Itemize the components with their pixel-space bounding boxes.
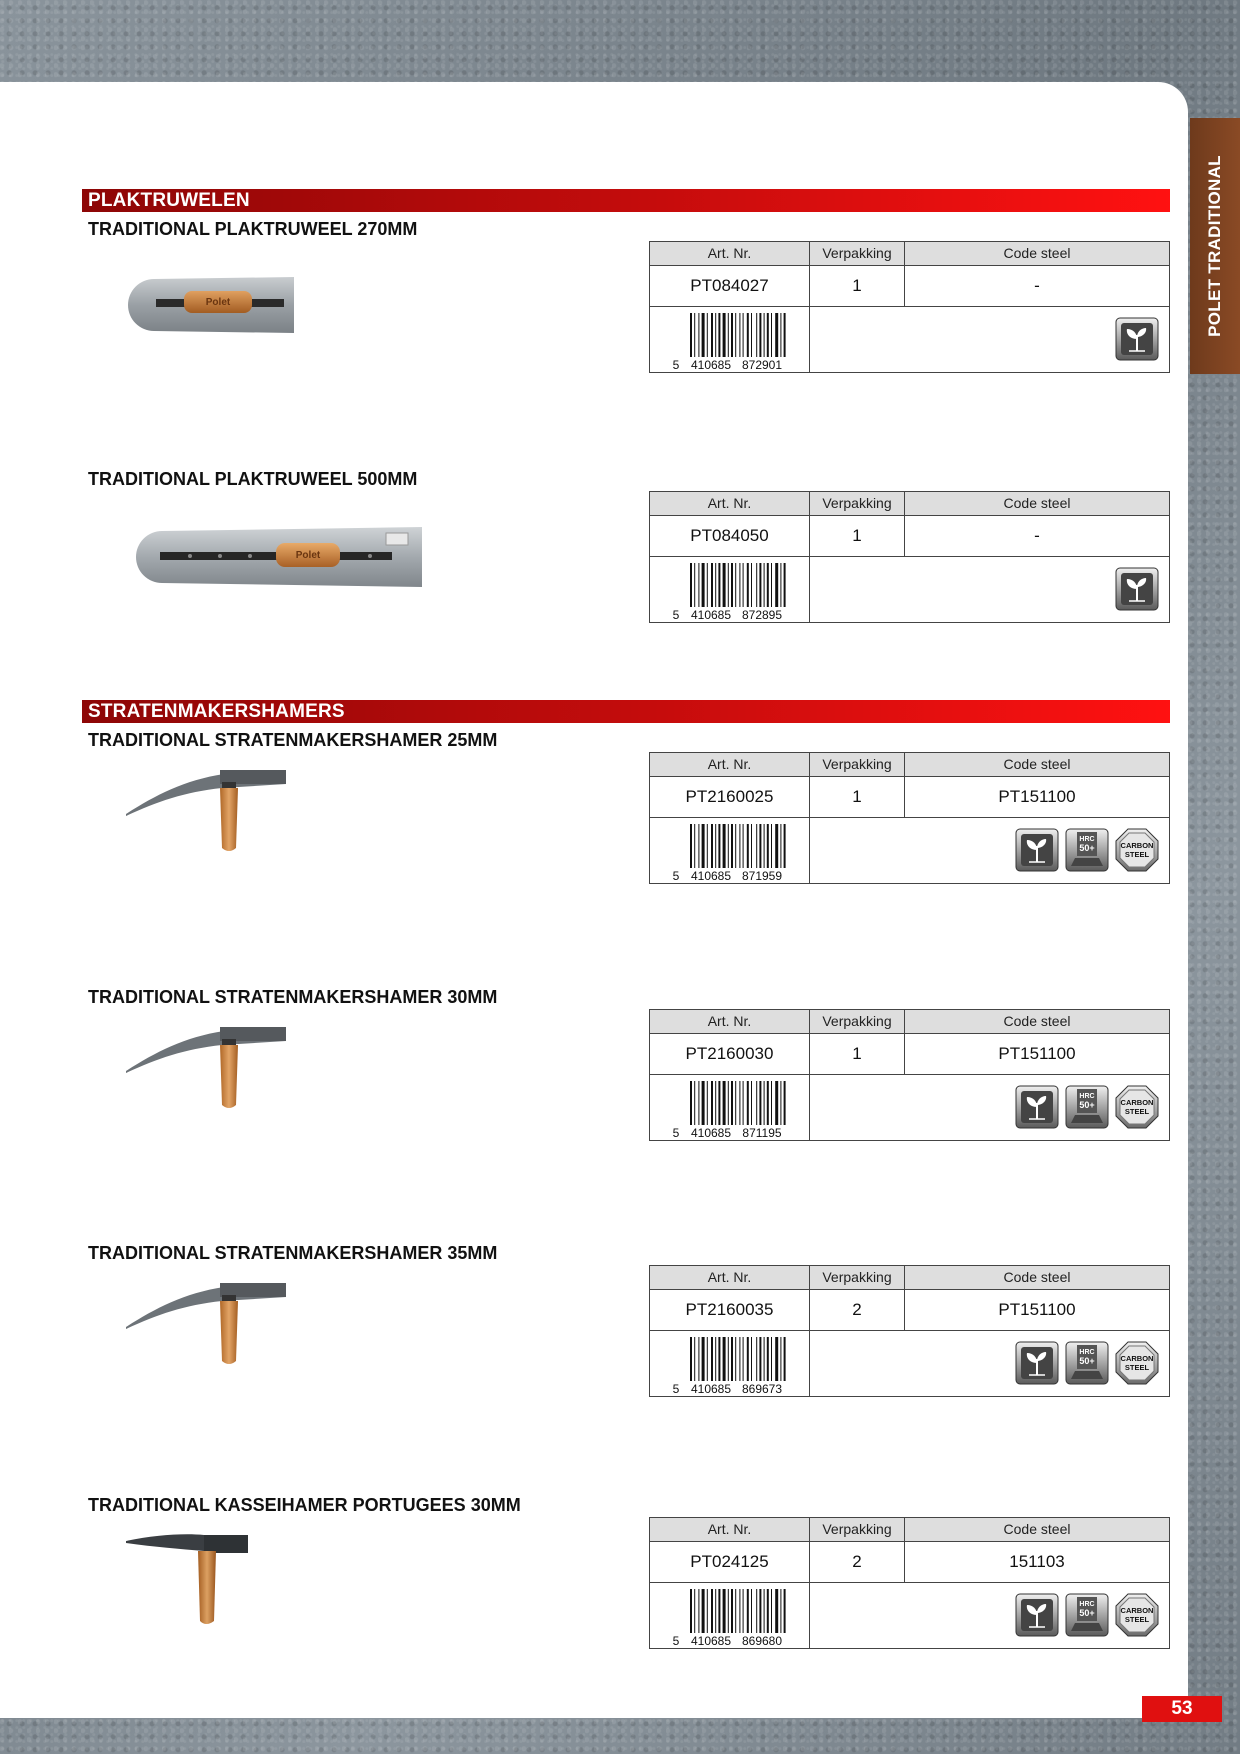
barcode-left-digits: 410685: [690, 1634, 732, 1647]
barcode-left-digits: 410685: [690, 608, 732, 621]
side-tab-label: POLET TRADITIONAL: [1205, 155, 1224, 337]
header-verpakking: Verpakking: [810, 753, 905, 776]
spec-table-header: [650, 1518, 1169, 1542]
header-art-nr: Art. Nr.: [650, 1266, 810, 1289]
badge-group: [1115, 567, 1159, 616]
barcode-first-digit: 5: [672, 869, 680, 882]
badge-cell: [810, 557, 1169, 622]
hrc-icon: [1065, 828, 1109, 877]
badge-group: [1115, 317, 1159, 366]
section-header: PLAKTRUWELEN: [82, 189, 1170, 212]
barcode-row: [650, 818, 1169, 883]
carbon-label: CARBON: [1120, 841, 1154, 850]
barcode-first-digit: 5: [672, 358, 680, 371]
badge-cell: [810, 818, 1169, 883]
barcode-left-digits: 410685: [690, 869, 732, 882]
hrc-icon: [1065, 1593, 1109, 1642]
spec-table-header: [650, 753, 1169, 777]
hrc-value: 50+: [1079, 843, 1095, 853]
spec-table-row: [650, 266, 1169, 307]
art-nr-value: PT2160035: [650, 1290, 810, 1330]
header-art-nr: Art. Nr.: [650, 753, 810, 776]
barcode-first-digit: 5: [672, 608, 680, 621]
verpakking-value: 1: [810, 516, 905, 556]
spec-table-header: [650, 1266, 1169, 1290]
section-header: STRATENMAKERSHAMERS: [82, 700, 1170, 723]
spec-table-header: [650, 492, 1169, 516]
product-title: TRADITIONAL PLAKTRUWEEL 270MM: [88, 219, 418, 239]
carbon-label: CARBON: [1120, 1098, 1154, 1107]
svg-text:Polet: Polet: [295, 550, 321, 561]
product-image: [124, 275, 294, 335]
header-verpakking: Verpakking: [810, 1010, 905, 1033]
hrc-label: HRC: [1079, 836, 1095, 843]
barcode-row: [650, 1075, 1169, 1140]
product-title: TRADITIONAL STRATENMAKERSHAMER 30MM: [88, 987, 498, 1007]
barcode-right-digits: 872895: [741, 608, 783, 621]
spec-table: [649, 1009, 1170, 1141]
product-image: [130, 525, 424, 589]
barcode-left-digits: 410685: [690, 358, 732, 371]
carbon-label: CARBON: [1120, 1354, 1154, 1363]
verpakking-value: 2: [810, 1290, 905, 1330]
header-code-steel: Code steel: [1003, 1269, 1071, 1285]
barcode: [650, 1075, 810, 1140]
eco-icon: [1015, 828, 1059, 877]
code-steel-value: PT151100: [998, 787, 1076, 806]
eco-icon: [1115, 567, 1159, 616]
header-verpakking: Verpakking: [810, 1518, 905, 1541]
header-code-steel: Code steel: [1003, 1013, 1071, 1029]
product-title: TRADITIONAL STRATENMAKERSHAMER 35MM: [88, 1243, 498, 1263]
product-title: TRADITIONAL PLAKTRUWEEL 500MM: [88, 469, 418, 489]
header-code-steel: Code steel: [1003, 495, 1071, 511]
barcode-right-digits: 869680: [741, 1634, 783, 1647]
spec-table-row: [650, 777, 1169, 818]
product-image: [124, 1025, 286, 1111]
spec-table-row: [650, 516, 1169, 557]
art-nr-value: PT2160025: [650, 777, 810, 817]
badge-group: [1015, 828, 1159, 877]
spec-table: [649, 1265, 1170, 1397]
spec-table-header: [650, 1010, 1169, 1034]
code-steel-value: PT151100: [998, 1300, 1076, 1319]
steel-label: STEEL: [1124, 1107, 1150, 1116]
art-nr-value: PT084050: [650, 516, 810, 556]
barcode-left-digits: 410685: [690, 1382, 732, 1395]
barcode-row: [650, 1331, 1169, 1396]
spec-table: [649, 491, 1170, 623]
code-steel-value: -: [1034, 526, 1040, 545]
spec-table-row: [650, 1290, 1169, 1331]
badge-cell: [810, 307, 1169, 372]
verpakking-value: 1: [810, 266, 905, 306]
product-title: TRADITIONAL KASSEIHAMER PORTUGEES 30MM: [88, 1495, 521, 1515]
barcode-right-digits: 871195: [742, 1126, 782, 1139]
art-nr-value: PT084027: [650, 266, 810, 306]
steel-label: STEEL: [1124, 1615, 1150, 1624]
spec-table-row: [650, 1542, 1169, 1583]
header-verpakking: Verpakking: [810, 242, 905, 265]
badge-group: [1015, 1593, 1159, 1642]
steel-label: STEEL: [1124, 1363, 1150, 1372]
carbon-steel-icon: [1115, 1085, 1159, 1134]
hrc-value: 50+: [1079, 1356, 1095, 1366]
header-code-steel: Code steel: [1003, 756, 1071, 772]
barcode-row: [650, 307, 1169, 372]
barcode: [650, 557, 810, 622]
hrc-icon: [1065, 1085, 1109, 1134]
barcode-first-digit: 5: [672, 1126, 680, 1139]
hrc-label: HRC: [1079, 1601, 1095, 1608]
spec-table: [649, 1517, 1170, 1649]
header-verpakking: Verpakking: [810, 1266, 905, 1289]
barcode-row: [650, 1583, 1169, 1648]
eco-icon: [1015, 1085, 1059, 1134]
barcode: [650, 1583, 810, 1648]
verpakking-value: 1: [810, 1034, 905, 1074]
product-image: [124, 768, 286, 854]
badge-group: [1015, 1085, 1159, 1134]
eco-icon: [1015, 1593, 1059, 1642]
carbon-steel-icon: [1115, 1341, 1159, 1390]
barcode: [650, 818, 810, 883]
spec-table-header: [650, 242, 1169, 266]
carbon-steel-icon: [1115, 1593, 1159, 1642]
hrc-icon: [1065, 1341, 1109, 1390]
barcode-right-digits: 869673: [741, 1382, 783, 1395]
art-nr-value: PT2160030: [650, 1034, 810, 1074]
spec-table-row: [650, 1034, 1169, 1075]
badge-cell: [810, 1075, 1169, 1140]
side-tab: [1190, 118, 1240, 374]
product-image: [124, 1531, 252, 1627]
product-title: TRADITIONAL STRATENMAKERSHAMER 25MM: [88, 730, 498, 750]
barcode-first-digit: 5: [672, 1382, 680, 1395]
hrc-value: 50+: [1079, 1608, 1095, 1618]
header-code-steel: Code steel: [1003, 1521, 1071, 1537]
steel-label: STEEL: [1124, 850, 1150, 859]
barcode-right-digits: 872901: [741, 358, 783, 371]
carbon-label: CARBON: [1120, 1606, 1154, 1615]
hrc-label: HRC: [1079, 1349, 1095, 1356]
barcode: [650, 307, 810, 372]
header-art-nr: Art. Nr.: [650, 242, 810, 265]
eco-icon: [1015, 1341, 1059, 1390]
badge-cell: [810, 1583, 1169, 1648]
header-art-nr: Art. Nr.: [650, 1010, 810, 1033]
spec-table: [649, 752, 1170, 884]
badge-group: [1015, 1341, 1159, 1390]
svg-text:Polet: Polet: [205, 297, 231, 308]
barcode-right-digits: 871959: [741, 869, 783, 882]
code-steel-value: PT151100: [998, 1044, 1076, 1063]
header-art-nr: Art. Nr.: [650, 1518, 810, 1541]
spec-table: [649, 241, 1170, 373]
header-code-steel: Code steel: [1003, 245, 1071, 261]
art-nr-value: PT024125: [650, 1542, 810, 1582]
barcode-row: [650, 557, 1169, 622]
product-image: [124, 1281, 286, 1367]
barcode: [650, 1331, 810, 1396]
page-number: 53: [1142, 1696, 1222, 1722]
barcode-left-digits: 410685: [690, 1126, 732, 1139]
hrc-value: 50+: [1079, 1100, 1095, 1110]
carbon-steel-icon: [1115, 828, 1159, 877]
header-art-nr: Art. Nr.: [650, 492, 810, 515]
eco-icon: [1115, 317, 1159, 366]
code-steel-value: 151103: [1009, 1552, 1065, 1571]
code-steel-value: -: [1034, 276, 1040, 295]
barcode-first-digit: 5: [672, 1634, 680, 1647]
header-verpakking: Verpakking: [810, 492, 905, 515]
badge-cell: [810, 1331, 1169, 1396]
hrc-label: HRC: [1079, 1093, 1095, 1100]
verpakking-value: 2: [810, 1542, 905, 1582]
verpakking-value: 1: [810, 777, 905, 817]
